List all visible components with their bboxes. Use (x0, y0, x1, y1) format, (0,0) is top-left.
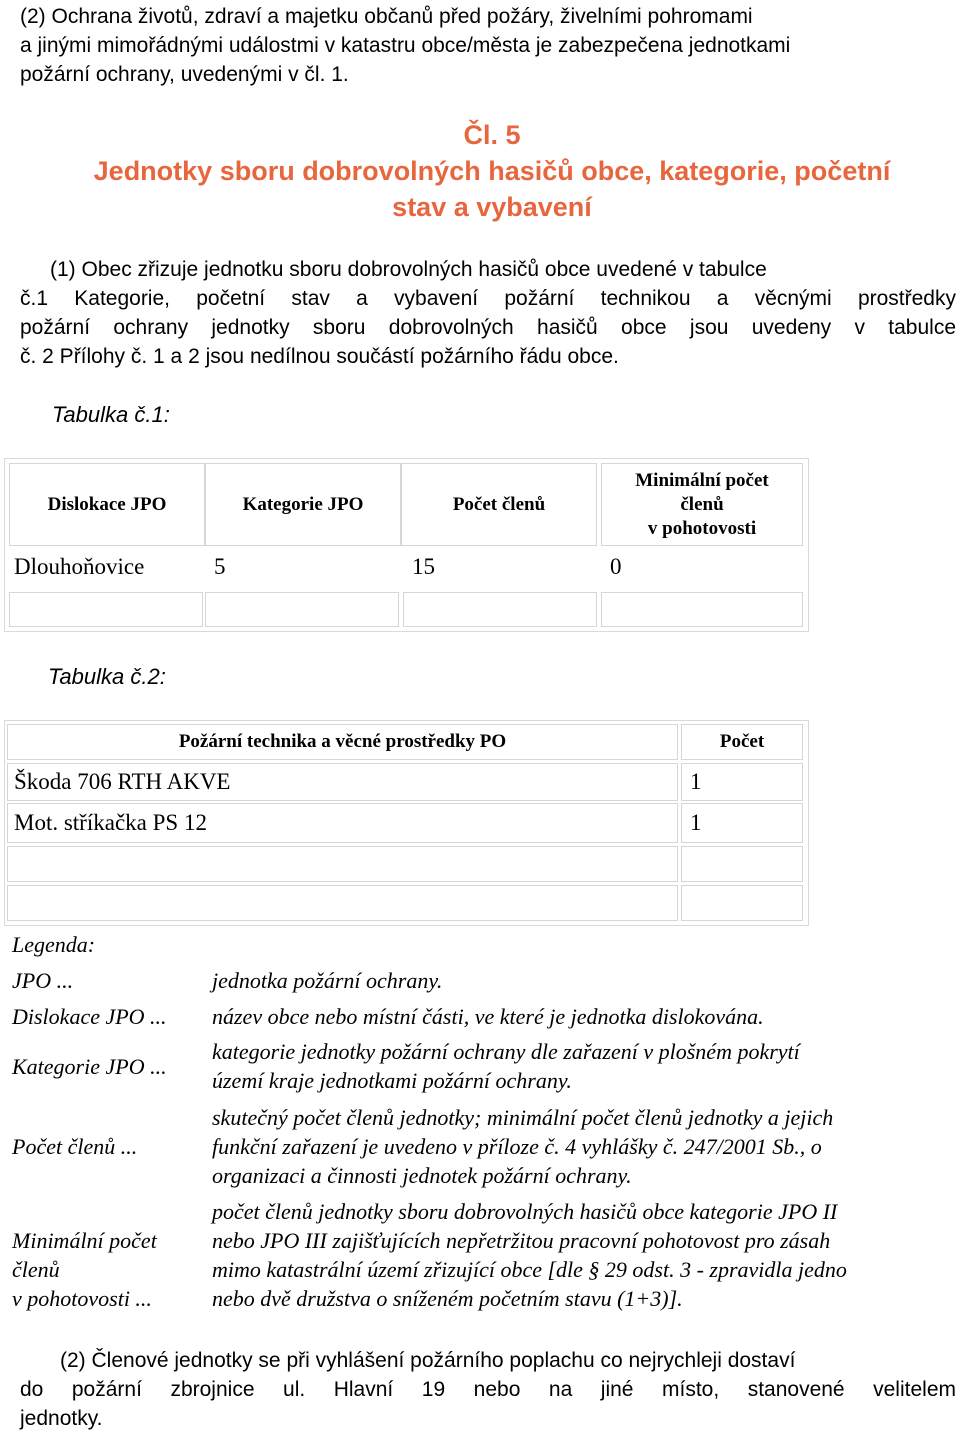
table-2-cell: 1 (681, 763, 803, 801)
table-2-header-technika: Požární technika a věcné prostředky PO (7, 724, 678, 760)
table-1-header-minimalni (601, 463, 803, 546)
table-1-caption: Tabulka č.1: (52, 402, 170, 427)
table-2-empty-cell (681, 885, 803, 921)
header-line: Minimální počet (635, 469, 769, 491)
table-2-cell: 1 (681, 803, 803, 843)
article-title-line: Jednotky sboru dobrovolných hasičů obce, kategorie, početní (93, 156, 891, 186)
legend-definition: jednotka požární ochrany. (212, 968, 443, 993)
legend-definition: název obce nebo místní části, ve které je jednotka dislokována. (212, 1004, 764, 1029)
table-2-empty-cell (7, 885, 678, 921)
legend-term (12, 1226, 157, 1313)
legend-def-line: nebo dvě družstva o sníženém početním stavu (1+3)]. (212, 1286, 683, 1311)
table-2-caption: Tabulka č.2: (48, 664, 166, 689)
table-1-cell: 5 (214, 554, 226, 579)
paragraph-2 (20, 1346, 956, 1433)
paragraph-line: jednotky. (20, 1407, 103, 1430)
header-line: v pohotovosti (647, 517, 757, 539)
intro-line: (2) Ochrana životů, zdraví a majetku občanů před požáry, živelními pohromami (20, 5, 753, 28)
header-line: členů (680, 493, 724, 515)
legend-definition (212, 1197, 847, 1313)
intro-line: a jinými mimořádnými událostmi v katastru obce/města je zabezpečena jednotkami (20, 34, 791, 57)
legend-title: Legenda: (12, 932, 96, 957)
article-number: Čl. 5 (463, 120, 521, 150)
intro-line: požární ochrany, uvedenými v čl. 1. (20, 63, 349, 86)
table-2-empty-cell (681, 846, 803, 882)
table-1-empty-cell (403, 592, 597, 627)
table-1-empty-cell (9, 592, 203, 627)
legend-def-line: území kraje jednotkami požární ochrany. (212, 1068, 572, 1093)
paragraph-line: č.1 Kategorie, početní stav a vybavení požární technikou a věcnými prostředky (20, 287, 956, 310)
table-1-cell: 15 (412, 554, 435, 579)
table-2-header-pocet: Počet (681, 724, 803, 760)
legend-term-line: v pohotovosti ... (12, 1286, 152, 1311)
table-2 (4, 720, 809, 926)
article-heading (0, 117, 960, 225)
table-2-cell: Mot. stříkačka PS 12 (7, 803, 678, 843)
table-1 (4, 458, 809, 632)
table-1-empty-cell (601, 592, 803, 627)
legend-def-line: kategorie jednotky požární ochrany dle zařazení v plošném pokrytí (212, 1039, 800, 1064)
legend-def-line: funkční zařazení je uvedeno v příloze č. 4 vyhlášky č. 247/2001 Sb., o (212, 1134, 822, 1159)
legend-def-line: mimo katastrální území zřizující obce [dle § 29 odst. 3 - zpravidla jedno (212, 1257, 847, 1282)
paragraph-line: (2) Členové jednotky se při vyhlášení požárního poplachu co nejrychleji dostaví (60, 1349, 796, 1372)
legend-term: Dislokace JPO ... (12, 1004, 167, 1029)
legend-def-line: skutečný počet členů jednotky; minimální počet členů jednotky a jejich (212, 1105, 834, 1130)
paragraph-1 (20, 255, 960, 371)
table-1-header-kategorie: Kategorie JPO (205, 463, 401, 546)
paragraph-line: do požární zbrojnice ul. Hlavní 19 nebo na jiné místo, stanovené velitelem (20, 1378, 956, 1401)
legend-def-line: organizaci a činnosti jednotek požární ochrany. (212, 1163, 632, 1188)
table-1-header-dislokace: Dislokace JPO (9, 463, 205, 546)
legend-term: Kategorie JPO ... (12, 1054, 167, 1079)
legend-term-line: Minimální počet (12, 1228, 157, 1253)
table-1-cell: Dlouhoňovice (14, 554, 145, 579)
intro-paragraph (20, 2, 960, 89)
paragraph-line: (1) Obec zřizuje jednotku sboru dobrovolných hasičů obce uvedené v tabulce (50, 258, 767, 281)
table-1-empty-cell (205, 592, 399, 627)
paragraph-line: č. 2 Přílohy č. 1 a 2 jsou nedílnou součástí požárního řádu obce. (20, 345, 619, 368)
paragraph-line: požární ochrany jednotky sboru dobrovolných hasičů obce jsou uvedeny v tabulce (20, 316, 956, 339)
legend-definition (212, 1037, 800, 1095)
table-1-cell: 0 (610, 554, 622, 579)
article-title-line: stav a vybavení (392, 192, 592, 222)
table-2-cell: Škoda 706 RTH AKVE (7, 763, 678, 801)
legend-def-line: počet členů jednotky sboru dobrovolných hasičů obce kategorie JPO II (212, 1199, 838, 1224)
legend-term-line: členů (12, 1257, 60, 1282)
legend-term: JPO ... (12, 968, 74, 993)
table-2-empty-cell (7, 846, 678, 882)
legend-definition (212, 1103, 833, 1190)
table-1-header-pocet: Počet členů (401, 463, 597, 546)
legend-def-line: nebo JPO III zajišťujících nepřetržitou pracovní pohotovost pro zásah (212, 1228, 831, 1253)
legend-term: Počet členů ... (12, 1134, 138, 1159)
